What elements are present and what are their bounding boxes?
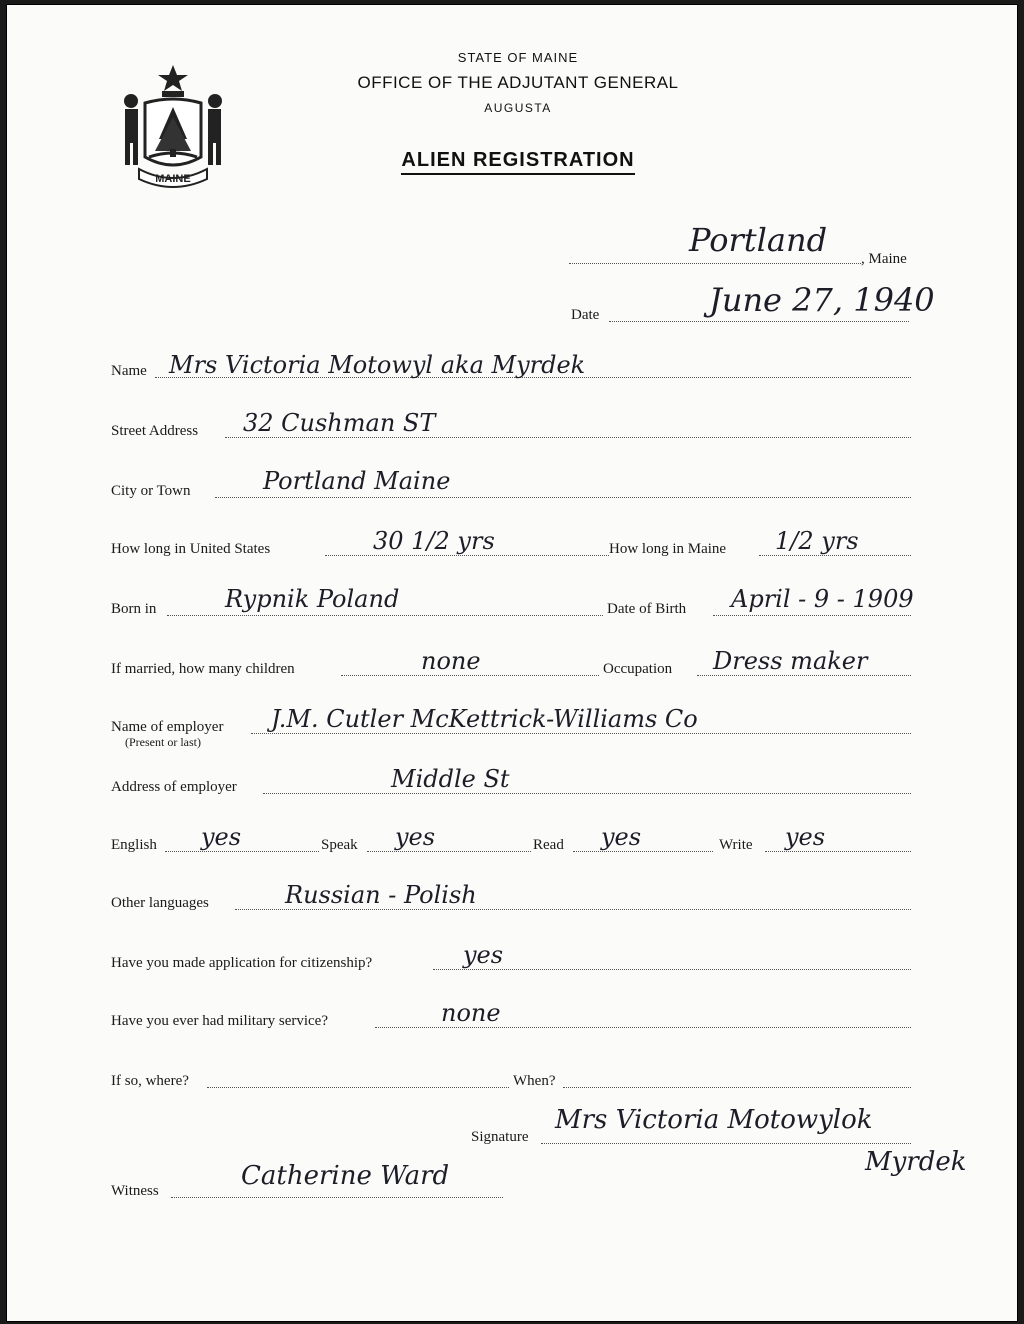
form-title: ALIEN REGISTRATION [323, 149, 713, 172]
signature-label: Signature [471, 1129, 529, 1145]
witness-value: Catherine Ward [241, 1161, 450, 1191]
write-label: Write [719, 837, 753, 853]
how-long-maine-value: 1/2 yrs [775, 527, 859, 555]
date-of-birth-label: Date of Birth [607, 601, 687, 617]
employer-address-label: Address of employer [111, 779, 237, 795]
place-suffix: , Maine [861, 251, 907, 267]
english-value: yes [201, 823, 242, 851]
registration-form [6, 4, 1018, 1322]
born-in-value: Rypnik Poland [225, 585, 400, 613]
place-value: Portland [689, 221, 828, 259]
state-heading: STATE OF MAINE [457, 50, 579, 65]
how-long-maine-label: How long in Maine [609, 541, 727, 557]
date-label: Date [571, 307, 600, 323]
how-long-us-label: How long in United States [111, 541, 271, 557]
where-label: If so, where? [111, 1073, 189, 1089]
read-label: Read [533, 837, 564, 853]
when-label: When? [513, 1073, 556, 1089]
name-value: Mrs Victoria Motowyl aka Myrdek [169, 351, 586, 379]
employer-value: J.M. Cutler McKettrick-Williams Co [271, 705, 698, 733]
military-label: Have you ever had military service? [111, 1013, 328, 1029]
svg-text:MAINE: MAINE [155, 173, 191, 185]
maine-state-seal-icon [115, 61, 231, 189]
english-label: English [111, 837, 157, 853]
children-value: none [421, 647, 481, 675]
date-value: June 27, 1940 [709, 281, 935, 319]
read-value: yes [601, 823, 642, 851]
name-label: Name [111, 363, 147, 379]
occupation-value: Dress maker [713, 647, 868, 675]
other-languages-label: Other languages [111, 895, 209, 911]
signature-value: Mrs Victoria Motowylok [555, 1105, 873, 1135]
office-heading: OFFICE OF THE ADJUTANT GENERAL [357, 73, 679, 92]
date-of-birth-value: April - 9 - 1909 [731, 585, 914, 613]
write-value: yes [785, 823, 826, 851]
street-label: Street Address [111, 423, 199, 439]
city-value: Portland Maine [263, 467, 451, 495]
speak-label: Speak [321, 837, 358, 853]
employer-address-value: Middle St [391, 765, 510, 793]
military-value: none [441, 999, 501, 1027]
how-long-us-value: 30 1/2 yrs [373, 527, 495, 555]
signature-value-2: Myrdek [865, 1147, 967, 1177]
street-value: 32 Cushman ST [243, 409, 436, 437]
employer-sublabel: (Present or last) [125, 735, 201, 749]
occupation-label: Occupation [603, 661, 673, 677]
other-languages-value: Russian - Polish [285, 881, 477, 909]
born-in-label: Born in [111, 601, 157, 617]
city-heading: AUGUSTA [484, 101, 552, 115]
citizenship-label: Have you made application for citizenship? [111, 955, 373, 971]
employer-label: Name of employer [111, 719, 224, 735]
witness-label: Witness [111, 1183, 159, 1199]
citizenship-value: yes [463, 941, 504, 969]
city-label: City or Town [111, 483, 191, 499]
speak-value: yes [395, 823, 436, 851]
children-label: If married, how many children [111, 661, 295, 677]
